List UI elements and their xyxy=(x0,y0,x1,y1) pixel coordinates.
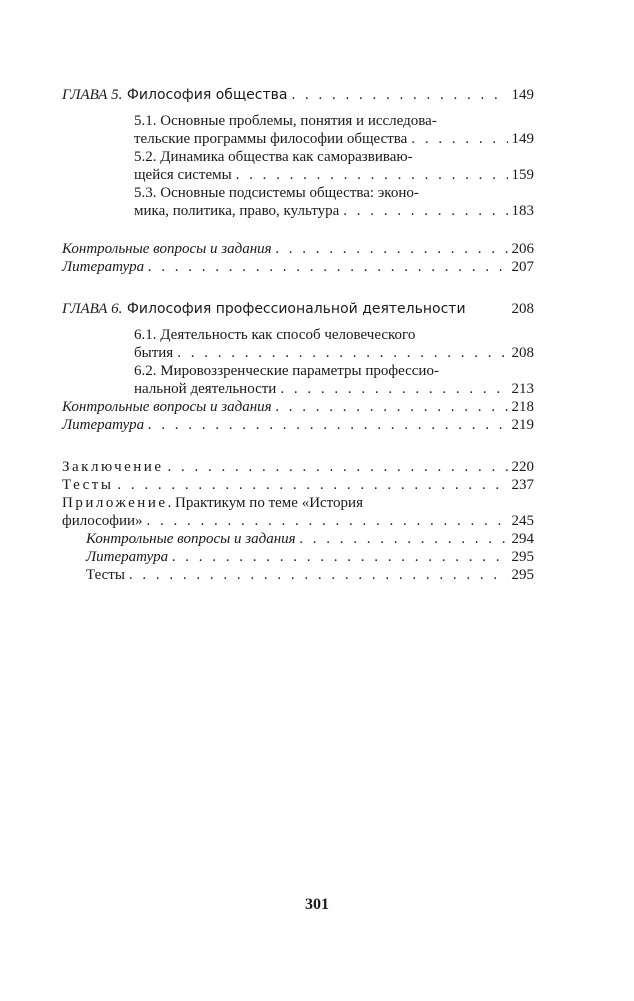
dot-leader xyxy=(280,380,507,398)
ch5-questions-page: 206 xyxy=(511,241,534,257)
appendix-literature-page: 295 xyxy=(511,549,534,565)
section-6-2-line2: нальной деятельности xyxy=(134,381,277,397)
dot-leader xyxy=(177,344,507,362)
toc-ch6-questions xyxy=(62,398,534,416)
chapter-6-title: Философия профессиональной деятельности xyxy=(126,301,466,317)
toc-appendix-literature xyxy=(62,548,534,566)
chapter-6-label: ГЛАВА 6. xyxy=(62,301,123,317)
section-5-2-line2: щейся системы xyxy=(134,167,232,183)
toc-section-5-1 xyxy=(62,112,534,148)
dot-leader xyxy=(276,240,508,258)
section-6-1-page: 208 xyxy=(511,345,534,361)
toc-section-5-2 xyxy=(62,148,534,184)
chapter-6-page: 208 xyxy=(511,301,534,317)
section-5-1-line1: 5.1. Основные проблемы, понятия и исследова- xyxy=(134,113,437,129)
ch6-literature-page: 219 xyxy=(511,417,534,433)
toc-section-5-3 xyxy=(62,184,534,220)
section-5-3-line2: мика, политика, право, культура xyxy=(134,203,340,219)
appendix-tests-page: 295 xyxy=(511,567,534,583)
dot-leader xyxy=(148,416,507,434)
appendix-literature-label: Литература xyxy=(86,549,169,565)
dot-leader xyxy=(148,258,507,276)
appendix-tests-label: Тесты xyxy=(86,567,125,583)
toc-section-6-2 xyxy=(62,362,534,398)
toc-appendix-tests xyxy=(62,566,534,584)
dot-leader xyxy=(300,530,508,548)
section-5-3-line1: 5.3. Основные подсистемы общества: эконо- xyxy=(134,185,419,201)
table-of-contents xyxy=(62,86,534,584)
ch5-literature-label: Литература xyxy=(62,259,145,275)
toc-chapter-6 xyxy=(62,300,534,318)
dot-leader xyxy=(236,166,508,184)
dot-leader xyxy=(172,548,507,566)
conclusion-label: Заключение xyxy=(62,459,164,475)
chapter-5-page: 149 xyxy=(511,87,534,103)
ch6-questions-page: 218 xyxy=(511,399,534,415)
toc-section-6-1 xyxy=(62,326,534,362)
dot-leader xyxy=(291,86,507,104)
toc-appendix xyxy=(62,494,534,530)
appendix-questions-page: 294 xyxy=(511,531,534,547)
toc-appendix-questions xyxy=(62,530,534,548)
section-6-1-line2: бытия xyxy=(134,345,174,361)
section-5-2-line1: 5.2. Динамика общества как саморазвиваю- xyxy=(134,149,413,165)
section-5-2-page: 159 xyxy=(511,167,534,183)
section-5-1-line2: тельские программы философии общества xyxy=(134,131,408,147)
dot-leader xyxy=(117,476,507,494)
toc-tests xyxy=(62,476,534,494)
ch5-literature-page: 207 xyxy=(511,259,534,275)
section-5-3-page: 183 xyxy=(511,203,534,219)
chapter-5-title: Философия общества xyxy=(126,87,288,103)
ch6-questions-label: Контрольные вопросы и задания xyxy=(62,399,272,415)
appendix-label: Приложение xyxy=(62,495,168,511)
section-6-2-page: 213 xyxy=(511,381,534,397)
conclusion-page: 220 xyxy=(511,459,534,475)
ch5-questions-label: Контрольные вопросы и задания xyxy=(62,241,272,257)
appendix-questions-label: Контрольные вопросы и задания xyxy=(86,531,296,547)
chapter-5-heading xyxy=(62,86,287,104)
toc-ch6-literature xyxy=(62,416,534,434)
chapter-6-heading xyxy=(62,300,466,318)
section-6-1-line1: 6.1. Деятельность как способ человеческого xyxy=(134,327,416,343)
dot-leader xyxy=(168,458,508,476)
tests-page: 237 xyxy=(511,477,534,493)
appendix-title-line1: . Практикум по теме «История xyxy=(167,495,363,511)
chapter-5-label: ГЛАВА 5. xyxy=(62,87,123,103)
dot-leader xyxy=(129,566,508,584)
dot-leader xyxy=(411,130,507,148)
dot-leader xyxy=(147,512,508,530)
toc-conclusion xyxy=(62,458,534,476)
toc-ch5-questions xyxy=(62,240,534,258)
tests-label: Тесты xyxy=(62,477,114,493)
appendix-page: 245 xyxy=(511,513,534,529)
appendix-title-line2: философии» xyxy=(62,513,143,529)
section-5-1-page: 149 xyxy=(511,131,534,147)
dot-leader xyxy=(343,202,507,220)
toc-chapter-5 xyxy=(62,86,534,104)
section-6-2-line1: 6.2. Мировоззренческие параметры профессио- xyxy=(134,363,439,379)
ch6-literature-label: Литература xyxy=(62,417,145,433)
dot-leader xyxy=(276,398,508,416)
page-number: 301 xyxy=(305,896,329,913)
toc-ch5-literature xyxy=(62,258,534,276)
